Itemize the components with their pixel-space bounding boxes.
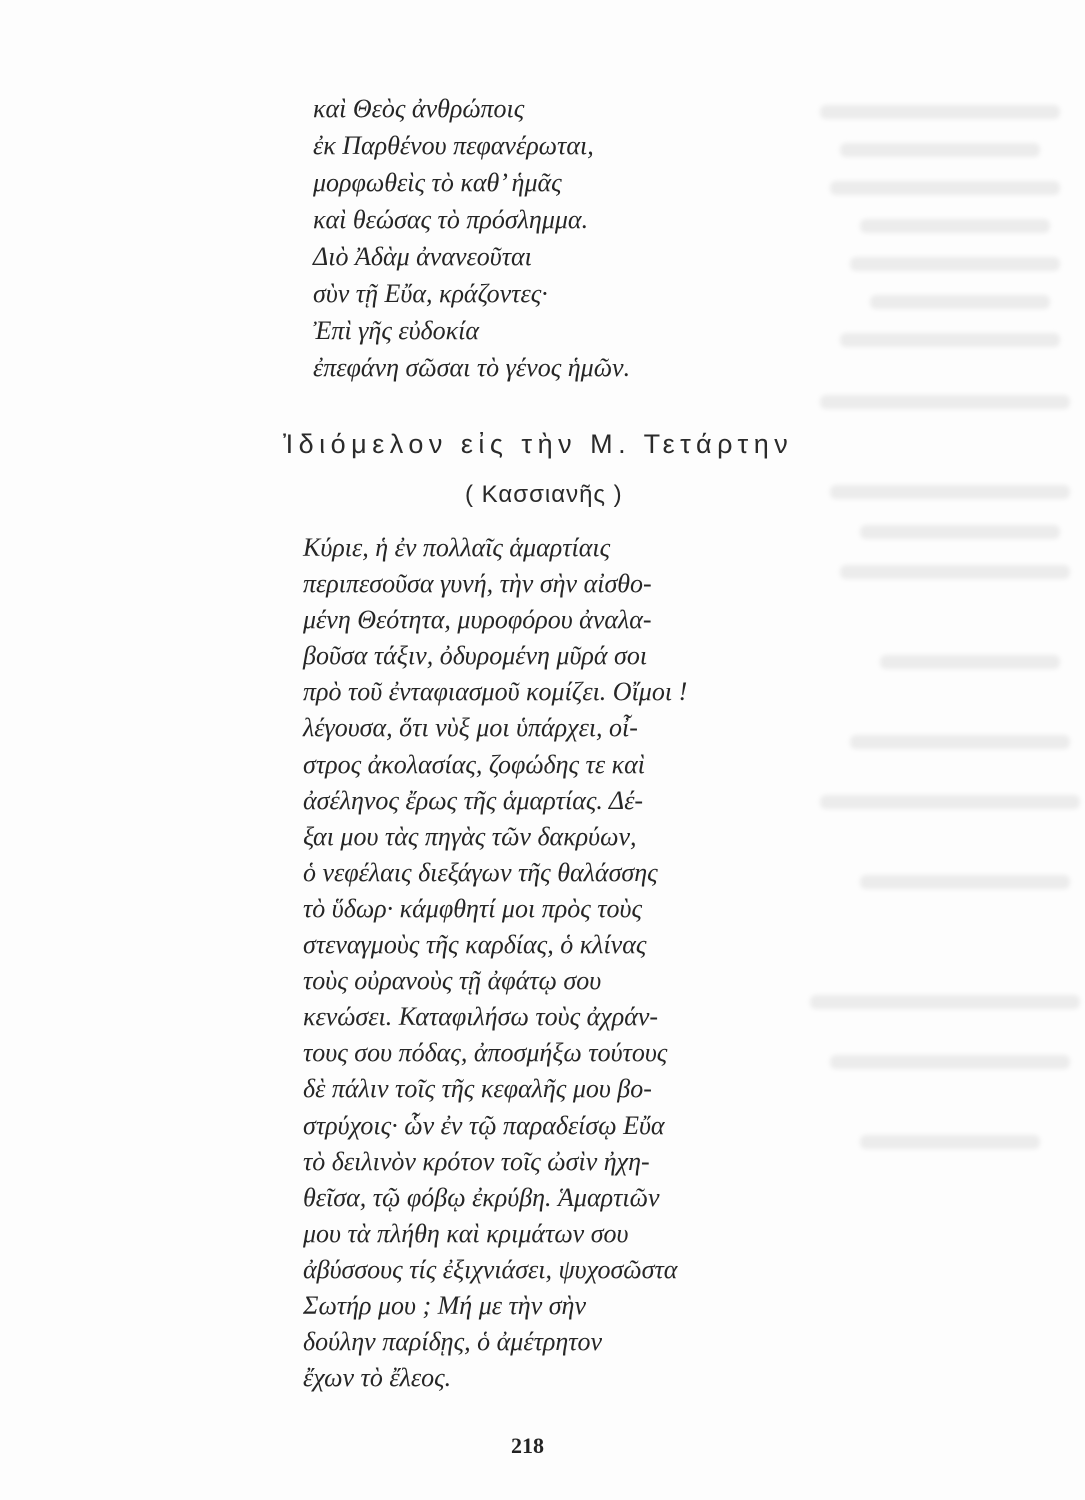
hymn-line: τὸ δειλινὸν κρότον τοῖς ὠσὶν ἠχη- [303,1146,650,1176]
hymn-line: περιπεσοῦσα γυνή, τὴν σὴν αἰσθο- [303,569,652,599]
hymn-line: κενώσει. Καταφιλήσω τοὺς ἀχράν- [303,1002,659,1032]
hymn-line: πρὸ τοῦ ἐνταφιασμοῦ κομίζει. Οἴμοι ! [303,677,688,707]
hymn-line: στρύχοις· ὧν ἐν τῷ παραδείσῳ Εὔα [303,1110,665,1140]
show-through-shadow [800,95,1085,1175]
hymn-line: ἔχων τὸ ἔλεος. [303,1363,452,1393]
hymn-line: ἀσέληνος ἔρως τῆς ἁμαρτίας. Δέ- [303,785,644,815]
hymn-line: μένη Θεότητα, μυροφόρου ἀναλα- [303,605,652,635]
hymn-text [303,530,687,1396]
hymn-line: στρος ἀκολασίας, ζοφώδης τε καὶ [303,749,645,779]
hymn-line: τὸ ὕδωρ· κάμφθητί μοι πρὸς τοὺς [303,893,643,923]
hymn-attribution: ( Κασσιανῆς ) [465,481,623,508]
stanza-line: καὶ Θεὸς ἀνθρώποις [313,94,525,123]
hymn-line: ξαι μου τὰς πηγὰς τῶν δακρύων, [303,821,637,851]
hymn-line: βοῦσα τάξιν, ὀδυρομένη μῦρά σοι [303,641,648,671]
stanza-line: ἐκ Παρθένου πεφανέρωται, [313,131,594,160]
hymn-line: τοὺς οὐρανοὺς τῇ ἀφάτῳ σου [303,966,602,996]
hymn-line: μου τὰ πλήθη καὶ κριμάτων σου [303,1218,629,1248]
hymn-line: ὁ νεφέλαις διεξάγων τῆς θαλάσσης [303,857,658,887]
stanza-line: ἐπεφάνη σῶσαι τὸ γένος ἡμῶν. [313,353,631,382]
stanza-line: καὶ θεώσας τὸ πρόσλημμα. [313,205,589,234]
stanza-line: Ἐπὶ γῆς εὐδοκία [313,316,479,345]
hymn-line: δούλην παρίδῃς, ὁ ἀμέτρητον [303,1327,603,1357]
hymn-line: δὲ πάλιν τοῖς τῆς κεφαλῆς μου βο- [303,1074,652,1104]
hymn-line: θεῖσα, τῷ φόβῳ ἐκρύβη. Ἁμαρτιῶν [303,1182,660,1212]
hymn-line: ἀβύσσους τίς ἐξιχνιάσει, ψυχοσῶστα [303,1254,678,1284]
stanza-line: μορφωθεὶς τὸ καθ’ ἡμᾶς [313,168,562,197]
hymn-line: λέγουσα, ὅτι νὺξ μοι ὑπάρχει, οἶ- [303,713,638,743]
hymn-line: τους σου πόδας, ἀποσμήξω τούτους [303,1038,668,1068]
stanza-line: Διὸ Ἀδὰμ ἀνανεοῦται [313,242,532,271]
stanza-line: σὺν τῇ Εὔα, κράζοντες· [313,279,548,308]
hymn-line: Κύριε, ἡ ἐν πολλαῖς ἁμαρτίαις [303,533,611,562]
opening-stanza [313,90,630,386]
hymn-line: Σωτήρ μου ; Μή με τὴν σὴν [303,1290,586,1320]
page-number: 218 [511,1433,544,1458]
hymn-line: στεναγμοὺς τῆς καρδίας, ὁ κλίνας [303,930,647,960]
hymn-heading: Ἰδιόμελον εἰς τὴν Μ. Τετάρτην [283,429,794,459]
